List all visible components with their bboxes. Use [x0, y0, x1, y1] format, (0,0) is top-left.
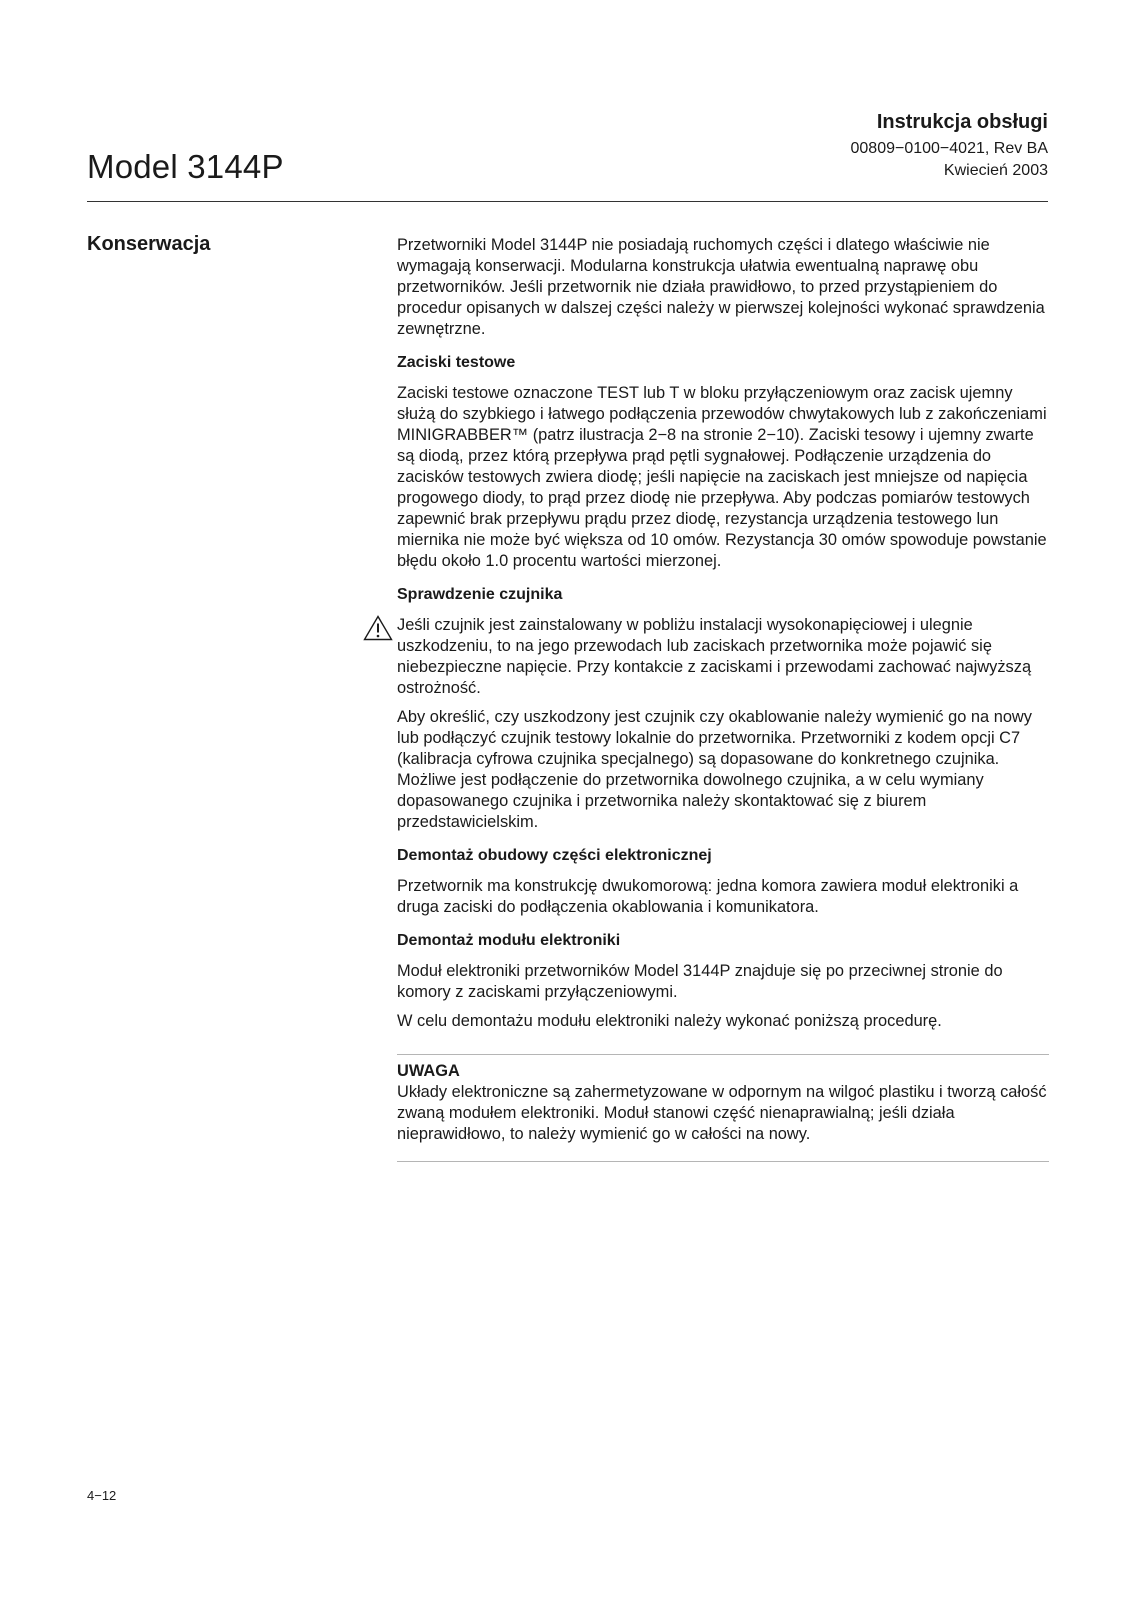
document-date: Kwiecień 2003: [943, 162, 1048, 179]
main-content: [397, 235, 1049, 1162]
module-removal-paragraph-1: Moduł elektroniki przetworników Model 3144P znajduje się po przeciwnej stronie do komory z zaciskami przyłączeniowymi.: [397, 962, 1003, 1001]
note-text: Układy elektroniczne są zahermetyzowane w odpornym na wilgoć plastiku i tworzą całość zwaną modułem elektroniki. Moduł stanowi część nienaprawialną; jeśli działa nieprawidłowo, to należy wymienić go w całości na nowy.: [397, 1083, 1047, 1143]
warning-triangle-icon: [363, 615, 393, 641]
intro-paragraph: Przetworniki Model 3144P nie posiadają ruchomych części i dlatego właściwie nie wymagają konserwacji. Modularna konstrukcja ułatwia ewentualną naprawę obu przetworników. Jeśli przetwornik nie działa prawidłowo, to przed przystąpieniem do procedur opisanych w dalszej części należy w pierwszej kolejności wykonać sprawdzenia zewnętrzne.: [397, 236, 1045, 338]
warning-paragraph: Jeśli czujnik jest zainstalowany w pobliżu instalacji wysokonapięciowej i ulegnie uszkodzeniu, to na jego przewodach lub zaciskach przetwornika może pojawić się niebezpieczne napięcie. Przy kontakcie z zaciskami i przewodami zachować najwyższą ostrożność.: [397, 616, 1032, 697]
model-title: Model 3144P: [87, 148, 284, 185]
page-number: 4−12: [87, 1488, 117, 1503]
section-title: Konserwacja: [87, 233, 211, 255]
document-number: 00809−0100−4021, Rev BA: [850, 140, 1048, 157]
document-header-info: [851, 110, 1049, 182]
test-terminals-heading: Zaciski testowe: [397, 354, 516, 371]
test-terminals-paragraph: Zaciski testowe oznaczone TEST lub T w bloku przyłączeniowym oraz zacisk ujemny służą do szybkiego i łatwego podłączenia przewodów chwytakowych lub z zakończeniami MINIGRABBER™ (patrz ilustracja 2−8 na stronie 2−10). Zaciski tesowy i ujemny zwarte są diodą, przez którą przepływa prąd pętli sygnałowej. Podłączenie urządzenia do zacisków testowych zwiera diodę; jeśli napięcie na zaciskach jest mniejsze od napięcia progowego diody, to prąd przez diodę nie przepływa. Aby podczas pomiarów testowych zapewnić brak przepływu prądu przez diodę, rezystancja urządzenia testowego lun miernika nie może być większa od 10 omów. Rezystancja 30 omów spowoduje powstanie błędu około 1.0 procentu wartości mierzonej.: [397, 384, 1047, 570]
note-title: UWAGA: [397, 1062, 460, 1080]
module-removal-paragraph-2: W celu demontażu modułu elektroniki należy wykonać poniższą procedurę.: [397, 1012, 942, 1030]
module-removal-heading: Demontaż modułu elektroniki: [397, 932, 621, 949]
warning-block: [397, 615, 1049, 699]
note-box: [397, 1054, 1049, 1162]
sensor-check-paragraph: Aby określić, czy uszkodzony jest czujnik czy okablowanie należy wymienić go na nowy lub podłączyć czujnik testowy lokalnie do przetwornika. Przetworniki z kodem opcji C7 (kalibracja cyfrowa czujnika specjalnego) są dopasowane do konkretnego czujnika. Możliwe jest podłączenie do przetwornika dowolnego czujnika, a w celu wymiany dopasowanego czujnika i przetwornika należy skontaktować się z biurem przedstawicielskim.: [397, 708, 1032, 831]
sensor-check-heading: Sprawdzenie czujnika: [397, 586, 563, 603]
header-divider: [87, 201, 1048, 202]
housing-removal-paragraph: Przetwornik ma konstrukcję dwukomorową: jedna komora zawiera moduł elektroniki a druga zaciski do podłączenia okablowania i komunikatora.: [397, 877, 1019, 916]
housing-removal-heading: Demontaż obudowy części elektronicznej: [397, 847, 712, 864]
manual-title: Instrukcja obsługi: [876, 111, 1048, 133]
